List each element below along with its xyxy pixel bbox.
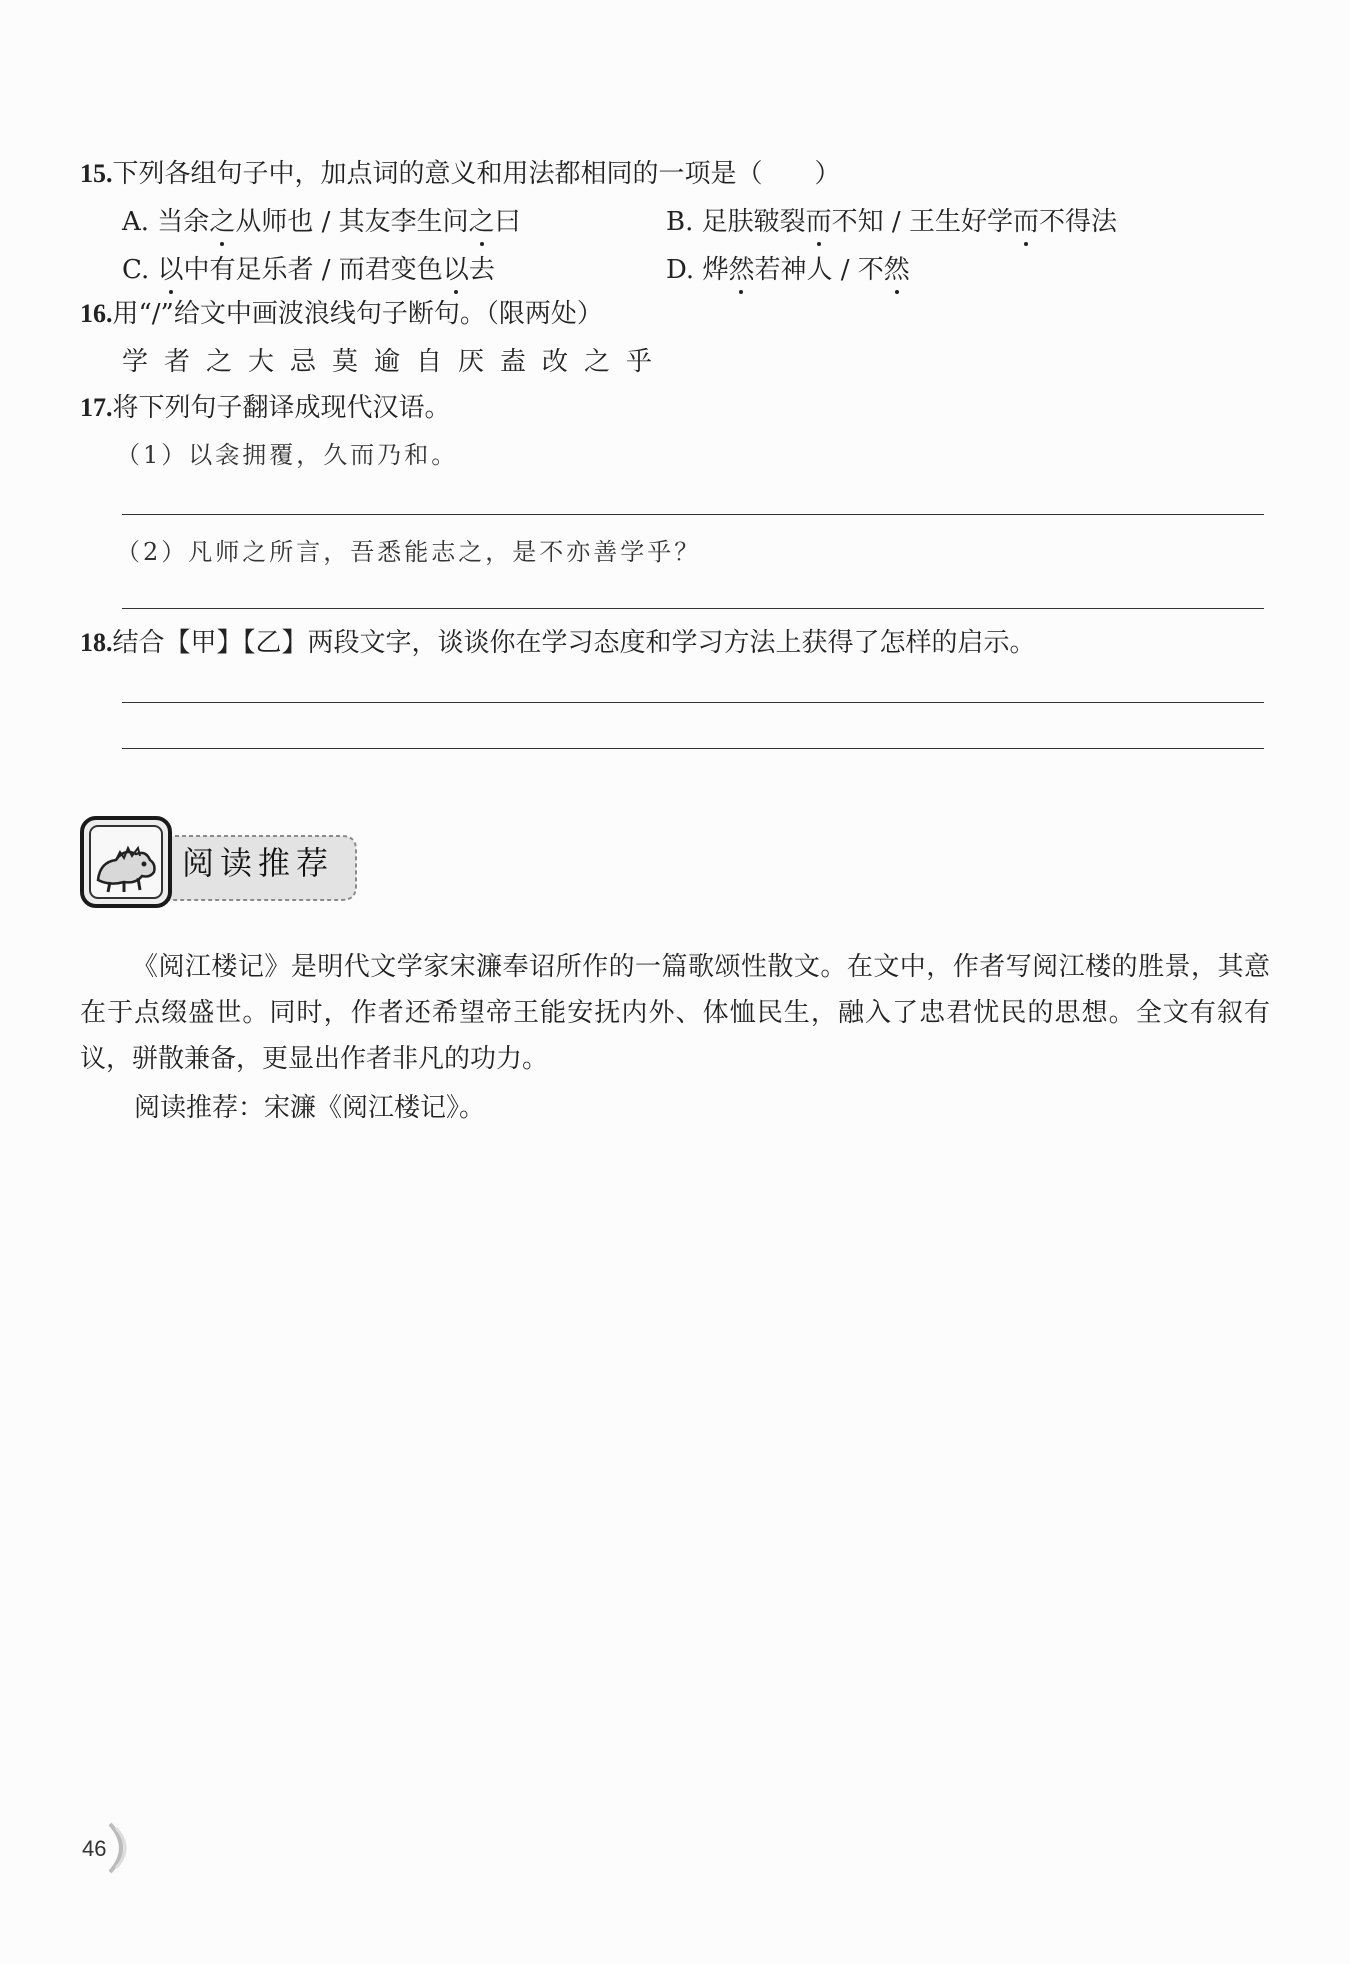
question-number: 17. [80,393,113,422]
translation-item-1: （1）以衾拥覆，久而乃和。 [116,441,459,469]
answer-line[interactable] [122,748,1264,749]
dotted-word: 而 [806,204,832,240]
question-number: 18. [80,628,113,657]
dotted-word: 之 [469,204,495,240]
dotted-word: 然 [884,252,910,288]
question-16 [80,296,603,332]
option-c [122,252,495,288]
punctuation-sentence: 学者之大忌莫逾自厌盍改之乎 [122,347,669,377]
section-title: 阅读推荐 [182,844,335,882]
recommendation-line: 阅读推荐：宋濂《阅江楼记》。 [134,1093,486,1123]
option-text: B. 足肤皲裂 [666,207,806,237]
recommendation-paragraph: 《阅江楼记》是明代文学家宋濂奉诏所作的一篇歌颂性散文。在文中，作者写阅江楼的胜景，其意在于点缀盛世。同时，作者还希望帝王能安抚内外、体恤民生，融入了忠君忧民的思想。全文有叙有议，骈散兼备，更显出作者非凡的功力。 [80,952,1270,1074]
answer-line[interactable] [122,514,1264,515]
question-15 [80,156,841,192]
option-text: A. 当余 [122,207,210,237]
option-b [666,204,1117,240]
option-text: D. 烨 [666,255,729,285]
option-text: C. [122,255,158,285]
dotted-word: 之 [209,204,235,240]
option-text: 若神人 / 不 [754,255,884,285]
dotted-word: 而 [1013,204,1039,240]
question-number: 16. [80,299,113,328]
answer-line[interactable] [122,608,1264,609]
question-stem: 用“/”给文中画波浪线句子断句。（限两处） [112,299,603,329]
question-number: 15. [80,159,113,188]
translation-item-2: （2）凡师之所言，吾悉能志之，是不亦善学乎？ [116,538,702,566]
option-text: 从师也 / 其友李生问 [235,207,469,237]
option-text: 中有足乐者 / 而君变色 [183,255,443,285]
option-text: 不知 / 王生好学 [831,207,1013,237]
question-stem: 结合【甲】【乙】两段文字，谈谈你在学习态度和学习方法上获得了怎样的启示。 [112,628,1036,658]
dotted-word: 然 [728,252,754,288]
option-text: 不得法 [1038,207,1117,237]
dotted-word: 以 [443,252,469,288]
answer-line[interactable] [122,702,1264,703]
option-d [666,252,910,288]
question-17 [80,390,451,426]
question-stem: 下列各组句子中，加点词的意义和用法都相同的一项是（ ） [112,159,841,189]
dotted-word: 以 [158,252,184,288]
option-text: 去 [468,255,495,285]
question-stem: 将下列句子翻译成现代汉语。 [112,393,451,423]
question-18 [80,625,1036,661]
page-number: 46 [82,1836,107,1861]
option-a [122,204,521,240]
option-text: 曰 [494,207,521,237]
